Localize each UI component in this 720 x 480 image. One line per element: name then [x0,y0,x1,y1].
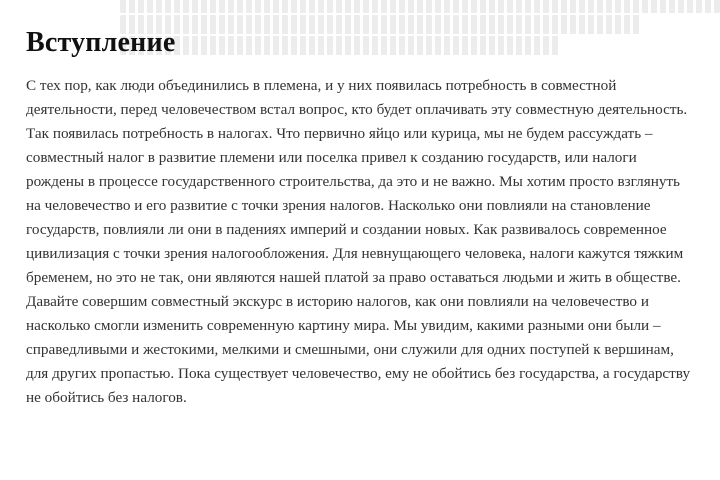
page-title: Вступление [26,27,176,58]
body-paragraph: С тех пор, как люди объединились в племена, и у них появилась потребность в совместной деятельности, перед человечеством встал вопрос, кто будет оплачивать эту совместную деятельность. Так появилась потребность в налогах. Что первично яйцо или курица, мы не будем рассуждать – совместный налог в развитие племени или поселка привел к созданию государств, или налоги рождены в процессе государственного строительства, да это и не важно. Мы хотим просто взглянуть на человечество и его развитие с точки зрения налогов. Насколько они повлияли на становление государств, повлияли ли они в падениях империй и создании новых. Как развивалось современное цивилизация с точки зрения налогообложения. Для невнущающего человека, налоги кажутся тяжким бременем, но это не так, они являются нашей платой за право оставаться людьми и жить в обществе. Давайте совершим совместный экскурс в историю налогов, как они повлияли на человечество и насколько смогли изменить современную картину мира. Мы увидим, какими разными они были – справедливыми и жестокими, мелкими и смешными, они служили для одних поступей к вершинам, для других пропастью. Пока существует человечество, ему не обойтись без государства, а государству не обойтись без налогов. [26,77,691,406]
